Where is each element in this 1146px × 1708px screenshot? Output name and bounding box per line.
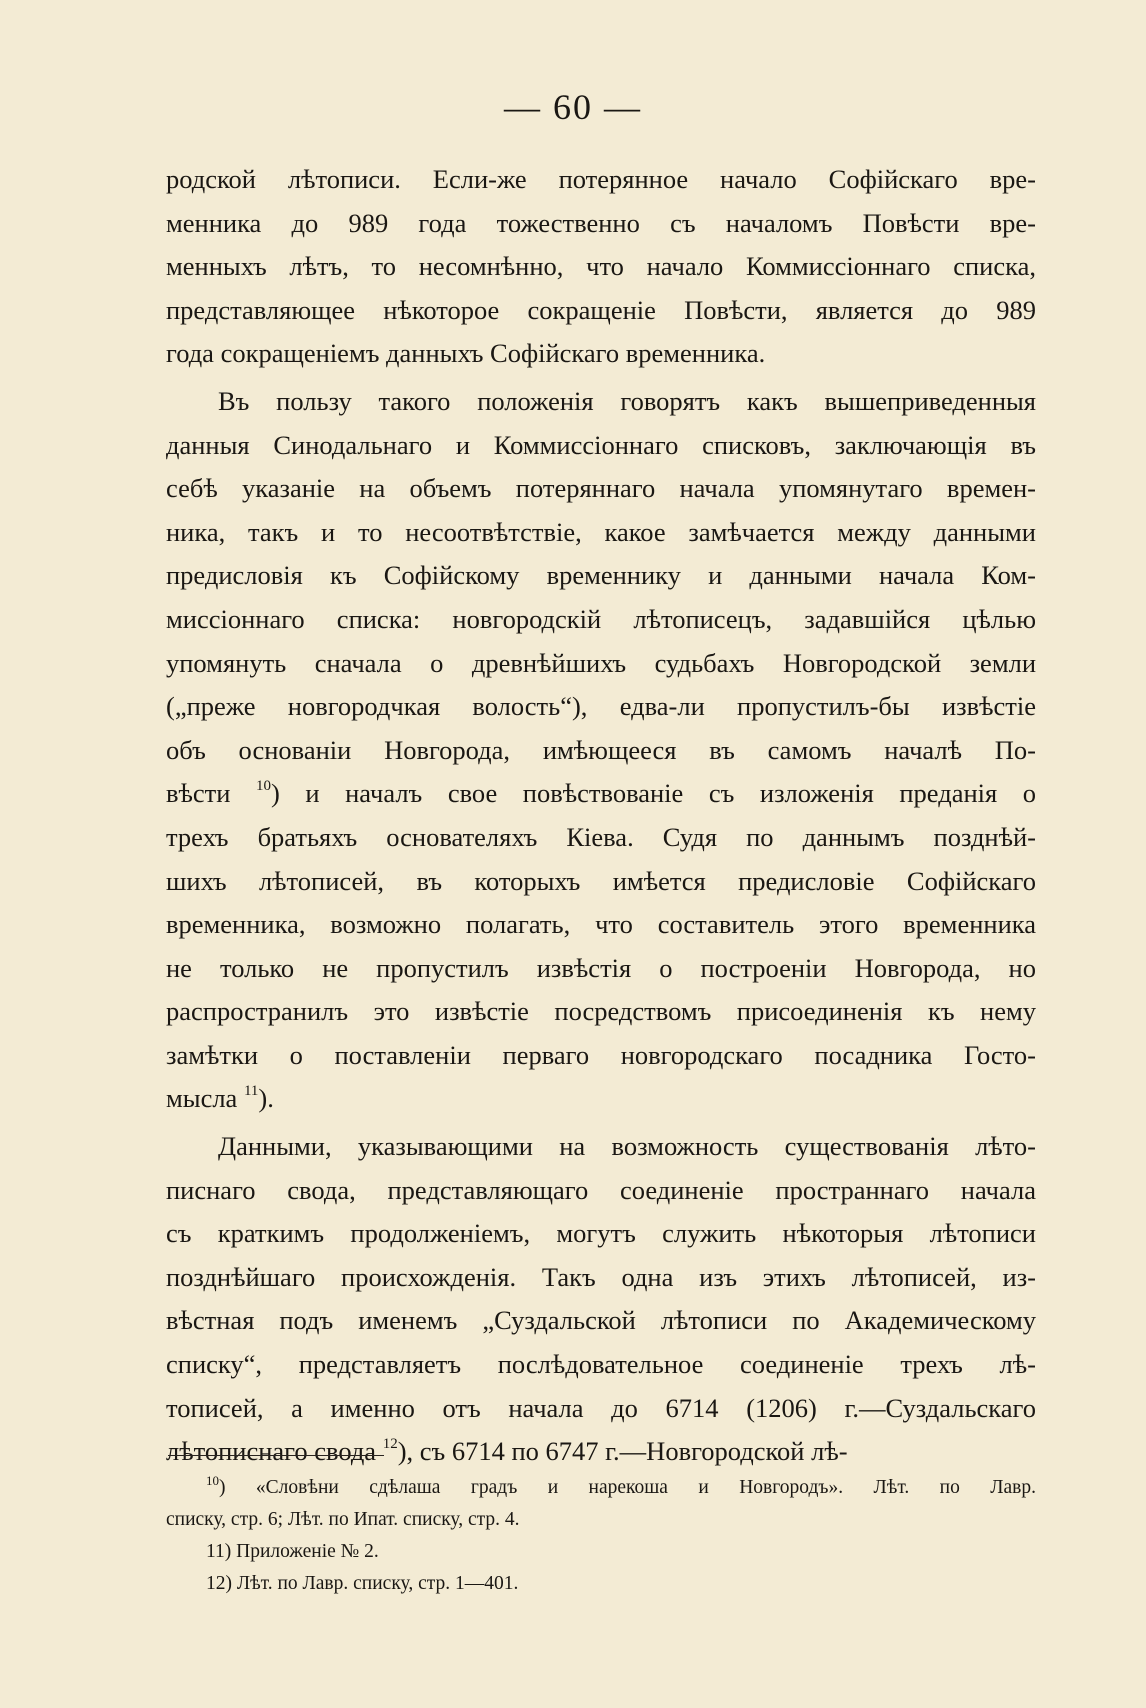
footnote-divider <box>168 1455 384 1456</box>
footnote-marker: 12 <box>382 1436 398 1453</box>
text-line: списку“, представляетъ послѣдовательное соединеніе трехъ лѣ- <box>166 1349 1036 1380</box>
page-number: — 60 — <box>504 87 642 127</box>
text-line: года сокращеніемъ данныхъ Софійскаго временника. <box>166 338 766 369</box>
footnote-line: $^{10}$) «Словѣни сдѣлаша градъ и нарекоша и Новгородъ». Лѣт. по Лавр. <box>206 1473 1036 1498</box>
text-line: себѣ указаніе на объемъ потеряннаго начала упомянутаго времен- <box>166 473 1036 504</box>
footnote-line: 12) Лѣт. по Лавр. списку, стр. 1—401. <box>206 1573 519 1594</box>
text-line: данныя Синодальнаго и Коммиссіоннаго списковъ, заключающія въ <box>166 429 1036 460</box>
text-line: Данными, указывающими на возможность существованія лѣто- <box>218 1131 1036 1162</box>
text-line: менника до 989 года тожественно съ началомъ Повѣсти вре- <box>166 207 1036 238</box>
text-line: ника, такъ и то несоотвѣтствіе, какое замѣчается между данными <box>166 516 1036 547</box>
footnote-line: списку, стр. 6; Лѣт. по Ипат. списку, стр. 4. <box>166 1509 520 1530</box>
footnote-marker: 10 <box>206 1473 219 1488</box>
paragraph <box>166 380 1036 1121</box>
text-line: менныхъ лѣтъ, то несомнѣнно, что начало Коммиссіоннаго списка, <box>166 251 1036 282</box>
paragraph <box>166 1125 1036 1474</box>
text-line: миссіоннаго списка: новгородскій лѣтописецъ, задавшійся цѣлью <box>166 603 1036 634</box>
footnote <box>166 1472 1036 1536</box>
text-line: вѣстная подъ именемъ „Суздальской лѣтописи по Академическому <box>166 1305 1036 1336</box>
footnote <box>166 1568 1036 1600</box>
text-line: тописей, а именно отъ начала до 6714 (1206) г.—Суздальскаго <box>166 1392 1036 1423</box>
text-line: мысла $^{11}$). <box>166 1083 274 1114</box>
text-line: шихъ лѣтописей, въ которыхъ имѣется предисловіе Софійскаго <box>166 865 1036 896</box>
footnotes <box>166 1472 1036 1600</box>
text-line: трехъ братьяхъ основателяхъ Кіева. Судя по даннымъ позднѣй- <box>166 821 1036 852</box>
text-line: предисловія къ Софійскому временнику и данными начала Ком- <box>166 560 1036 591</box>
footnote-marker: 10 <box>256 778 271 795</box>
text-line: писнаго свода, представляющаго соединеніе пространнаго начала <box>166 1174 1036 1205</box>
text-line: Въ пользу такого положенія говорятъ какъ вышеприведенныя <box>218 385 1036 416</box>
text-line: распространилъ это извѣстіе посредствомъ присоединенія къ нему <box>166 996 1036 1027</box>
body-text <box>166 158 1036 1474</box>
footnote <box>166 1536 1036 1568</box>
text-line: вѣсти $^{10}$) и началъ свое повѣствованіе съ изложенія преданія о <box>166 778 1036 809</box>
footnote-line: 11) Приложеніе № 2. <box>206 1541 379 1562</box>
text-line: представляющее нѣкоторое сокращеніе Повѣсти, является до 989 <box>166 294 1036 325</box>
text-line: родской лѣтописи. Если-же потерянное начало Софійскаго вре- <box>166 164 1036 194</box>
text-line: („преже новгородчкая волость“), едва-ли пропустилъ-бы извѣстіе <box>166 691 1036 722</box>
text-line: не только не пропустилъ извѣстія о построеніи Новгорода, но <box>166 952 1036 983</box>
footnote-marker: 11 <box>243 1083 259 1100</box>
text-line: съ краткимъ продолженіемъ, могутъ служить нѣкоторыя лѣтописи <box>166 1218 1036 1249</box>
text-line: упомянуть сначала о древнѣйшихъ судьбахъ Новгородской земли <box>166 647 1036 678</box>
text-line: позднѣйшаго происхожденія. Такъ одна изъ этихъ лѣтописей, из- <box>166 1261 1036 1292</box>
paragraph <box>166 158 1036 376</box>
text-line: лѣтописнаго свода $^{12}$), съ 6714 по 6747 г.—Новгородской лѣ- <box>166 1436 848 1467</box>
text-line: временника, возможно полагать, что составитель этого временника <box>166 909 1036 940</box>
text-line: замѣтки о поставленіи перваго новгородскаго посадника Госто- <box>166 1039 1036 1070</box>
text-line: объ основаніи Новгорода, имѣющееся въ самомъ началѣ По- <box>166 734 1036 765</box>
